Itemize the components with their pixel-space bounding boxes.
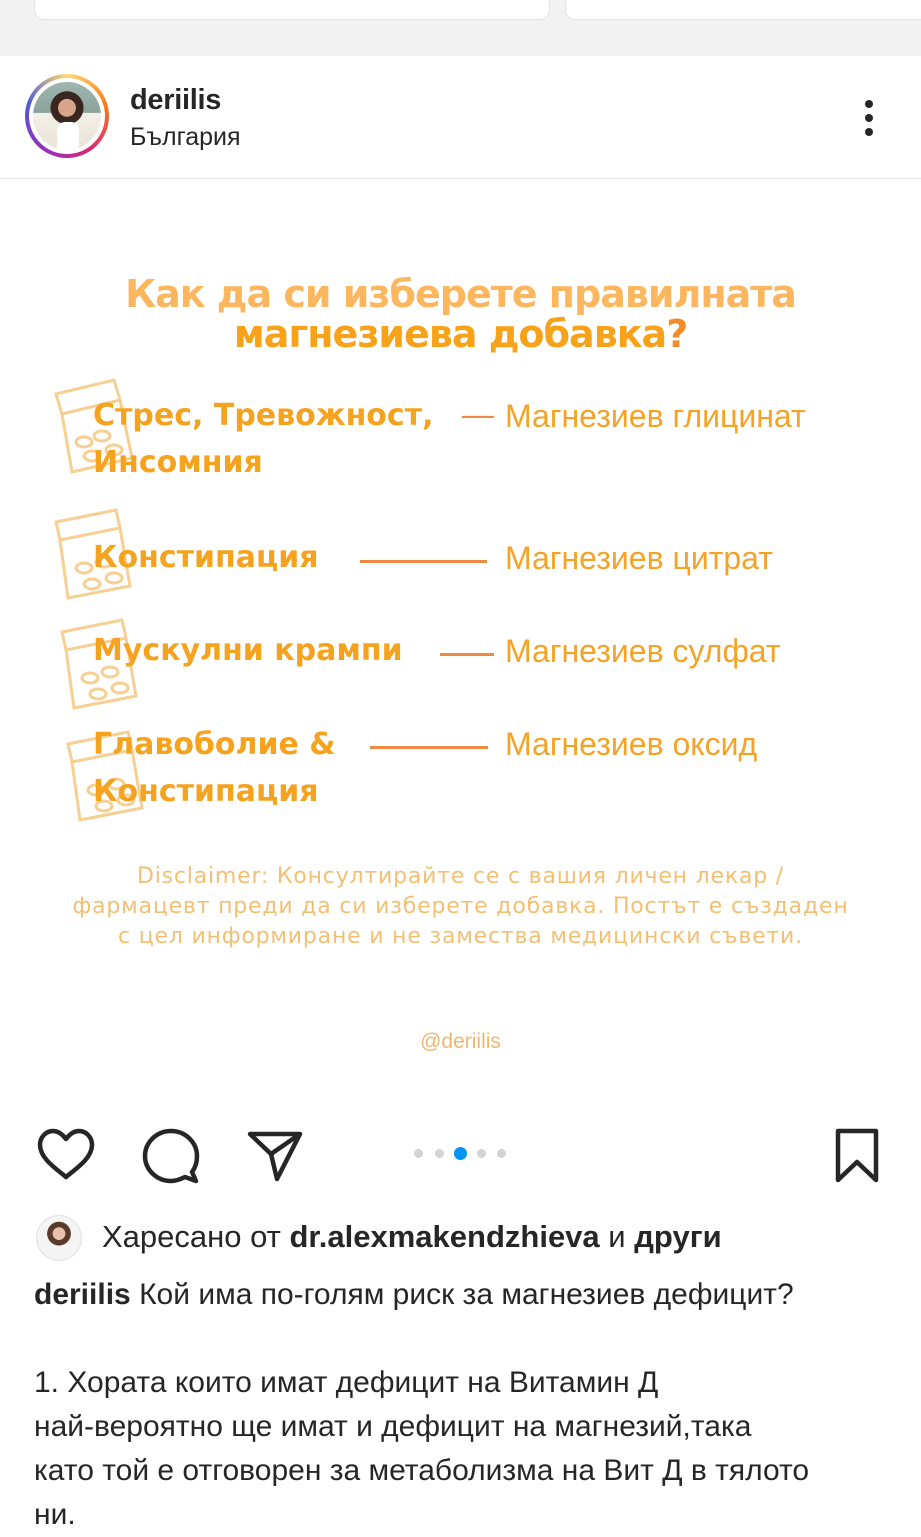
likes-prefix: Харесано от [102,1219,281,1254]
previous-card[interactable] [34,0,550,20]
comment-icon[interactable] [142,1128,200,1189]
carousel-dot-active[interactable] [454,1147,467,1160]
avatar[interactable] [33,82,101,150]
condition-label [93,392,434,486]
likes-conj: и [608,1219,626,1254]
condition-line: Главоболие & [93,727,336,762]
caption-username[interactable]: deriilis [34,1278,131,1311]
post-caption [34,1273,894,1537]
previous-card[interactable] [565,0,921,20]
disclaimer-line: с цел информиране и не замества медицински съвети. [118,924,803,949]
heart-icon[interactable] [36,1128,96,1187]
condition-label [93,721,335,815]
caption-text: Кой има по-голям риск за магнезиев дефицит? [139,1278,794,1311]
carousel-dot[interactable] [497,1149,506,1158]
post-image[interactable] [0,180,921,1100]
likes-row [0,1210,921,1266]
image-title-line2 [0,312,921,356]
avatar-frame [29,78,105,154]
more-options-icon[interactable] [850,96,890,140]
supplement-label: Магнезиев цитрат [505,540,773,576]
connector-line [440,653,494,656]
send-icon[interactable] [247,1130,303,1187]
caption-line: 1. Хората които имат дефицит на Витамин Д [34,1366,659,1399]
disclaimer [40,862,881,952]
carousel-dot[interactable] [435,1149,444,1158]
condition-line: Стрес, Тревожност, [93,398,434,433]
image-title-text: магнезиева добавка [233,312,667,356]
disclaimer-line: Disclaimer: Консултирайте се с вашия личен лекар / [136,864,784,889]
post-location[interactable]: България [130,123,241,151]
story-ring[interactable] [25,74,109,158]
previous-content-strip [0,0,921,56]
carousel-dot[interactable] [414,1149,423,1158]
post-header [0,58,921,179]
dash-mark: — [462,396,494,432]
caption-line: най-вероятно ще имат и дефицит на магнезий,така [34,1410,752,1443]
supplement-label: Магнезиев оксид [505,726,758,762]
supplement-label: Магнезиев сулфат [505,633,781,669]
image-watermark-handle: @deriilis [420,1030,501,1053]
connector-line [370,746,488,749]
supplement-label: Магнезиев глицинат [505,398,806,434]
likes-others[interactable]: други [634,1219,722,1254]
carousel-dot[interactable] [477,1149,486,1158]
condition-label: Констипация [93,540,319,575]
liker-avatar[interactable] [36,1215,82,1261]
condition-label: Мускулни крампи [93,633,403,668]
bookmark-icon[interactable] [834,1128,880,1189]
connector-line [360,560,487,563]
liker-username[interactable]: dr.alexmakendzhieva [289,1219,600,1254]
post-action-bar [0,1110,921,1200]
condition-line: Констипация [93,774,319,809]
post-username[interactable]: deriilis [130,84,222,116]
caption-line: ни. [34,1498,76,1531]
caption-line: като той е отговорен за метаболизма на Вит Д в тялото [34,1454,810,1487]
condition-line: Инсомния [93,445,263,480]
image-title-mark: ? [666,312,688,356]
likes-summary[interactable] [102,1219,722,1255]
image-title-line1: Как да си изберете правилната [125,272,796,316]
disclaimer-line: фармацевт преди да си изберете добавка. Постът е създаден [72,894,849,919]
